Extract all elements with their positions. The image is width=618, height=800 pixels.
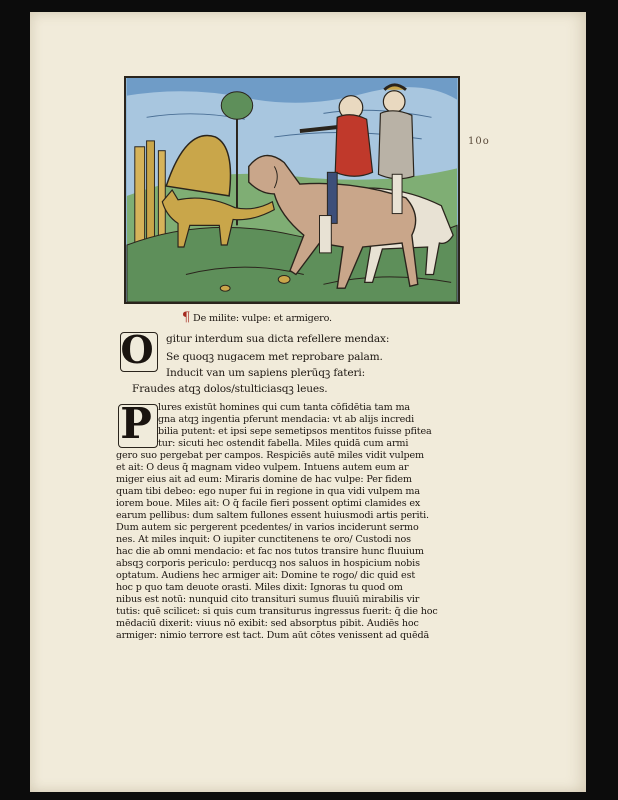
prose-line: lures existūt homines qui cum tanta cōfidētia tam ma [158, 402, 410, 413]
decorated-initial-p: P [120, 399, 152, 448]
verse-line: Fraudes atqꝫ dolos/stulticiasqꝫ leues. [132, 383, 328, 395]
prose-line: hoc p quo tam deuote orasti. Miles dixit: Ignoras tu quod om [116, 582, 403, 593]
prose-line: iorem boue. Miles ait: O q̄ facile fieri possent optimi clamides ex [116, 498, 421, 509]
heading-text: De milite: vulpe: et armigero. [193, 313, 332, 324]
prose-line: tutis: quē scilicet: si quis cum transiturus ingressus fuerit: q̄ die hoc [116, 606, 438, 617]
verse-line: Inducit van um sapiens plerūqꝫ fateri: [166, 367, 366, 379]
decorated-initial-o: O [120, 327, 154, 372]
prose-line: gero suo pergebat per campos. Respiciēs autē miles vidit vulpem [116, 450, 424, 461]
verse-line: gitur interdum sua dicta refellere mendax: [166, 333, 390, 345]
paragraph-mark: ¶ [182, 310, 191, 325]
prose-line: Dum autem sic pergerent pcedentes/ in varios inciderunt sermo [116, 522, 419, 533]
prose-line: mēdaciū dixerit: viuus nō exibit: sed absorptus pibit. Audiēs hoc [116, 618, 419, 629]
tree-crown [221, 92, 252, 120]
prose-line: nibus est notū: nunquid cito transituri sumus fluuiū mirabilis vir [116, 594, 420, 605]
woodcut-illustration [124, 76, 460, 304]
manuscript-page [30, 12, 586, 792]
prose-line: absqꝫ corporis periculo: perducqꝫ nos saluos in hospicium nobis [116, 558, 420, 569]
prose-line: quam tibi debeo: ego nuper fui in regione in qua vidi vulpem ma [116, 486, 420, 497]
verse-line: Se quoqꝫ nugacem met reprobare palam. [166, 351, 383, 363]
prose-line: tur: sicuti hec ostendit fabella. Miles quidā cum armi [158, 438, 409, 449]
prose-line: et ait: O deus q̄ magnam video vulpem. Intuens autem eum ar [116, 462, 409, 473]
prose-line: miger eius ait ad eum: Miraris domine de hac vulpe: Per fidem [116, 474, 412, 485]
prose-line: earum pellibus: dum saltem fullones essent huiusmodi artis periti. [116, 510, 429, 521]
prose-line: gna atqꝫ ingentia pferunt mendacia: vt ab alijs incredi [158, 414, 415, 425]
folio-number: 10o [468, 136, 490, 147]
stone [278, 275, 290, 283]
prose-line: armiger: nimio terrore est tact. Dum aūt cōtes venissent ad quēdā [116, 630, 430, 641]
woodcut-scene [126, 78, 458, 302]
stone-2 [220, 285, 230, 291]
prose-line: bilia putent: et ipsi sepe semetipsos mentitos fuisse pfitea [158, 426, 432, 437]
prose-line: optatum. Audiens hec armiger ait: Domine te rogo/ dic quid est [116, 570, 416, 581]
prose-line: nes. At miles inquit: O iupiter cunctitenens te oro/ Custodi nos [116, 534, 411, 545]
prose-line: hac die ab omni mendacio: et fac nos tutos transire hunc fluuium [116, 546, 424, 557]
heading [182, 312, 332, 324]
